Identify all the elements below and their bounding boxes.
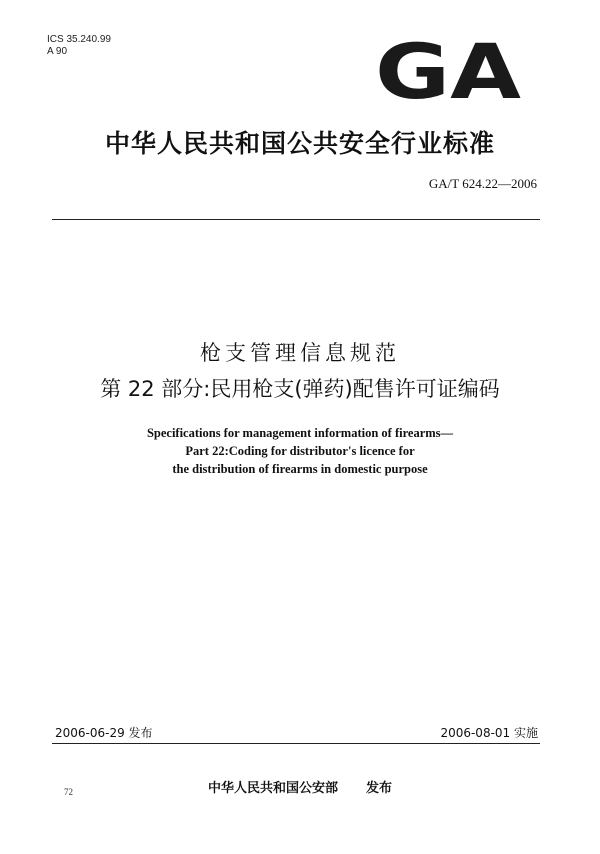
publisher-line (0, 777, 600, 796)
english-title-line: Part 22:Coding for distributor's licence for (185, 444, 415, 458)
ga-logo (373, 36, 523, 104)
ccs-code: A 90 (47, 46, 68, 57)
classification-codes (47, 34, 111, 58)
english-title-line: the distribution of firearms in domestic purpose (172, 462, 428, 476)
org-title: 中华人民共和国公共安全行业标准 (104, 129, 495, 158)
issue-date: 2006-06-29 发布 (55, 726, 153, 740)
page-number: 72 (64, 787, 73, 797)
implementation-date: 2006-08-01 实施 (440, 726, 538, 740)
ics-code: ICS 35.240.99 (47, 34, 111, 45)
ga-logo-text: GA (375, 36, 522, 104)
english-title-line: Specifications for management information of firearms— (146, 426, 454, 440)
standard-number: GA/T 624.22—2006 (428, 176, 537, 191)
footer-divider (52, 743, 540, 744)
publisher-action: 发布 (366, 781, 393, 796)
document-title: 枪支管理信息规范 (200, 341, 400, 365)
header-divider (52, 219, 540, 220)
document-subtitle: 第 22 部分:民用枪支(弹药)配售许可证编码 (100, 377, 500, 401)
publisher-name: 中华人民共和国公安部 (207, 781, 338, 796)
english-title (0, 424, 600, 478)
